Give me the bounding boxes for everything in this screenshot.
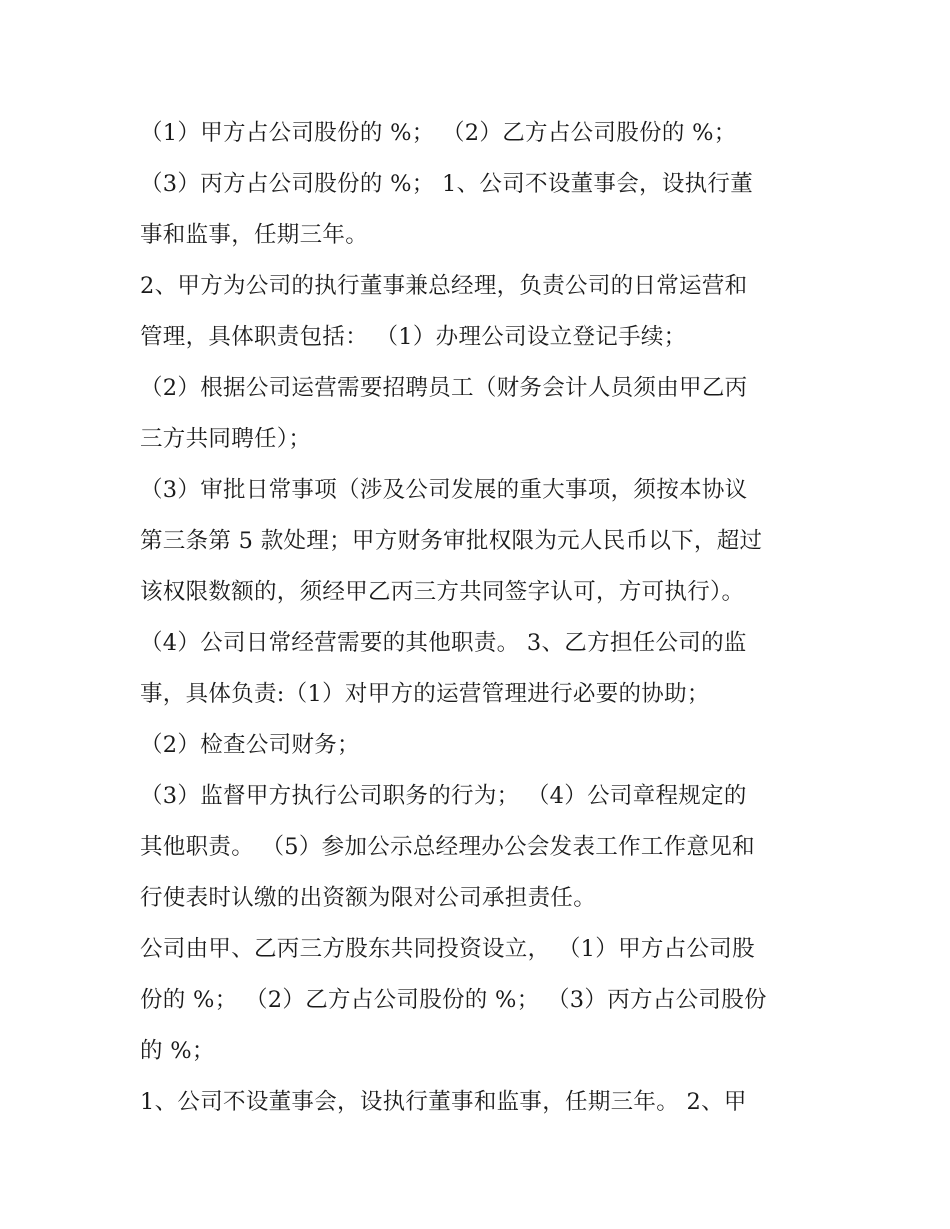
text-line: 该权限数额的，须经甲乙丙三方共同签字认可，方可执行）。: [140, 579, 745, 605]
text-line: （1）甲方占公司股份的 %； （2）乙方占公司股份的 %；: [140, 120, 737, 146]
text-line: （3）监督甲方执行公司职务的行为； （4）公司章程规定的: [140, 783, 747, 809]
text-line: 管理，具体职责包括： （1）办理公司设立登记手续；: [140, 324, 687, 350]
text-line: 第三条第 5 款处理；甲方财务审批权限为元人民币以下，超过: [140, 528, 763, 554]
text-line: 三方共同聘任）；: [140, 426, 312, 452]
text-line: 事，具体负责:（1）对甲方的运营管理进行必要的协助；: [140, 681, 710, 707]
text-line: 1、公司不设董事会，设执行董事和监事，任期三年。 2、甲: [140, 1089, 747, 1115]
text-line: （2）检查公司财务；: [140, 732, 360, 758]
text-line: 事和监事，任期三年。: [140, 222, 369, 248]
text-line: 2、甲方为公司的执行董事兼总经理，负责公司的日常运营和: [140, 273, 748, 299]
text-line: 公司由甲、乙丙三方股东共同投资设立， （1）甲方占公司股: [140, 936, 755, 962]
text-line: （4）公司日常经营需要的其他职责。 3、乙方担任公司的监: [140, 630, 747, 656]
text-line: 的 %；: [140, 1038, 215, 1064]
text-line: （3）丙方占公司股份的 %； 1、公司不设董事会，设执行董: [140, 171, 754, 197]
text-line: 其他职责。 （5）参加公示总经理办公会发表工作工作意见和: [140, 834, 755, 860]
text-line: 份的 %； （2）乙方占公司股份的 %； （3）丙方占公司股份: [140, 987, 767, 1013]
text-line: （3）审批日常事项（涉及公司发展的重大事项，须按本协议: [140, 477, 748, 503]
text-line: （2）根据公司运营需要招聘员工（财务会计人员须由甲乙丙: [140, 375, 748, 401]
document-body: [140, 108, 820, 1128]
text-line: 行使表时认缴的出资额为限对公司承担责任。: [140, 885, 597, 911]
